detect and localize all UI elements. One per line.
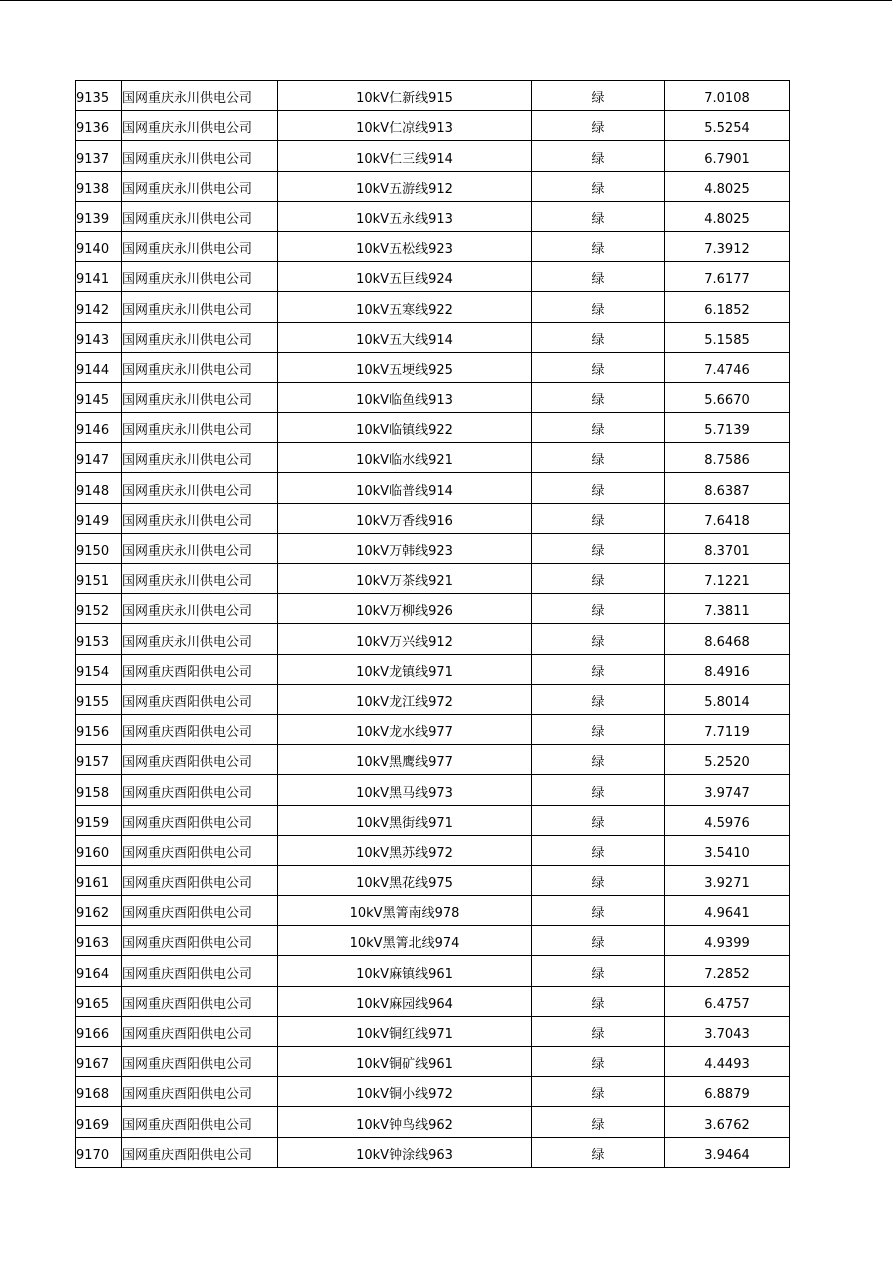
value-cell: 7.4746 — [665, 352, 790, 382]
line-name-cell: 10kV麻镇线961 — [278, 956, 532, 986]
table-row — [76, 564, 790, 594]
value-cell: 3.6762 — [665, 1107, 790, 1137]
table-row — [76, 473, 790, 503]
row-id-cell: 9142 — [76, 292, 122, 322]
line-name-cell: 10kV铜小线972 — [278, 1077, 532, 1107]
level-cell: 绿 — [532, 413, 665, 443]
table-row — [76, 81, 790, 111]
row-id-cell: 9169 — [76, 1107, 122, 1137]
table-row — [76, 533, 790, 563]
level-cell: 绿 — [532, 111, 665, 141]
company-cell: 国网重庆永川供电公司 — [122, 201, 278, 231]
level-cell: 绿 — [532, 1137, 665, 1167]
row-id-cell: 9139 — [76, 201, 122, 231]
row-id-cell: 9170 — [76, 1137, 122, 1167]
company-cell: 国网重庆永川供电公司 — [122, 473, 278, 503]
company-cell: 国网重庆酉阳供电公司 — [122, 775, 278, 805]
line-name-cell: 10kV临水线921 — [278, 443, 532, 473]
row-id-cell: 9152 — [76, 594, 122, 624]
line-name-cell: 10kV万韩线923 — [278, 533, 532, 563]
line-name-cell: 10kV仁三线914 — [278, 141, 532, 171]
table-row — [76, 926, 790, 956]
line-name-cell: 10kV五大线914 — [278, 322, 532, 352]
row-id-cell: 9165 — [76, 986, 122, 1016]
line-name-cell: 10kV黑马线973 — [278, 775, 532, 805]
line-name-cell: 10kV黑箐北线974 — [278, 926, 532, 956]
line-name-cell: 10kV五松线923 — [278, 231, 532, 261]
row-id-cell: 9164 — [76, 956, 122, 986]
company-cell: 国网重庆酉阳供电公司 — [122, 654, 278, 684]
company-cell: 国网重庆酉阳供电公司 — [122, 865, 278, 895]
level-cell: 绿 — [532, 986, 665, 1016]
company-cell: 国网重庆永川供电公司 — [122, 171, 278, 201]
row-id-cell: 9162 — [76, 896, 122, 926]
level-cell: 绿 — [532, 322, 665, 352]
company-cell: 国网重庆酉阳供电公司 — [122, 956, 278, 986]
line-name-cell: 10kV五寒线922 — [278, 292, 532, 322]
row-id-cell: 9158 — [76, 775, 122, 805]
row-id-cell: 9141 — [76, 262, 122, 292]
company-cell: 国网重庆永川供电公司 — [122, 564, 278, 594]
line-name-cell: 10kV钟鸟线962 — [278, 1107, 532, 1137]
value-cell: 6.7901 — [665, 141, 790, 171]
row-id-cell: 9153 — [76, 624, 122, 654]
value-cell: 5.5254 — [665, 111, 790, 141]
table-row — [76, 111, 790, 141]
line-name-cell: 10kV仁新线915 — [278, 81, 532, 111]
level-cell: 绿 — [532, 805, 665, 835]
company-cell: 国网重庆永川供电公司 — [122, 503, 278, 533]
line-name-cell: 10kV铜红线971 — [278, 1016, 532, 1046]
company-cell: 国网重庆永川供电公司 — [122, 624, 278, 654]
table-row — [76, 624, 790, 654]
table-row — [76, 322, 790, 352]
level-cell: 绿 — [532, 1047, 665, 1077]
table-row — [76, 594, 790, 624]
line-name-cell: 10kV钟涂线963 — [278, 1137, 532, 1167]
value-cell: 8.7586 — [665, 443, 790, 473]
value-cell: 4.5976 — [665, 805, 790, 835]
value-cell: 5.2520 — [665, 745, 790, 775]
line-name-cell: 10kV仁凉线913 — [278, 111, 532, 141]
level-cell: 绿 — [532, 594, 665, 624]
row-id-cell: 9155 — [76, 684, 122, 714]
row-id-cell: 9147 — [76, 443, 122, 473]
row-id-cell: 9149 — [76, 503, 122, 533]
line-name-cell: 10kV五游线912 — [278, 171, 532, 201]
level-cell: 绿 — [532, 533, 665, 563]
company-cell: 国网重庆永川供电公司 — [122, 322, 278, 352]
company-cell: 国网重庆酉阳供电公司 — [122, 1016, 278, 1046]
level-cell: 绿 — [532, 473, 665, 503]
company-cell: 国网重庆酉阳供电公司 — [122, 986, 278, 1016]
value-cell: 4.9641 — [665, 896, 790, 926]
value-cell: 7.6418 — [665, 503, 790, 533]
table-row — [76, 835, 790, 865]
row-id-cell: 9146 — [76, 413, 122, 443]
value-cell: 8.3701 — [665, 533, 790, 563]
table-row — [76, 805, 790, 835]
table-row — [76, 352, 790, 382]
line-name-cell: 10kV万茶线921 — [278, 564, 532, 594]
table-row — [76, 201, 790, 231]
company-cell: 国网重庆酉阳供电公司 — [122, 1107, 278, 1137]
row-id-cell: 9166 — [76, 1016, 122, 1046]
row-id-cell: 9168 — [76, 1077, 122, 1107]
table-row — [76, 775, 790, 805]
table-row — [76, 684, 790, 714]
line-name-cell: 10kV龙江线972 — [278, 684, 532, 714]
row-id-cell: 9163 — [76, 926, 122, 956]
line-name-cell: 10kV黑花线975 — [278, 865, 532, 895]
row-id-cell: 9154 — [76, 654, 122, 684]
line-name-cell: 10kV临鱼线913 — [278, 382, 532, 412]
data-table — [75, 80, 790, 1168]
company-cell: 国网重庆酉阳供电公司 — [122, 745, 278, 775]
row-id-cell: 9148 — [76, 473, 122, 503]
value-cell: 5.8014 — [665, 684, 790, 714]
level-cell: 绿 — [532, 714, 665, 744]
company-cell: 国网重庆酉阳供电公司 — [122, 684, 278, 714]
line-name-cell: 10kV临镇线922 — [278, 413, 532, 443]
table-row — [76, 1047, 790, 1077]
value-cell: 8.6387 — [665, 473, 790, 503]
table-row — [76, 956, 790, 986]
company-cell: 国网重庆永川供电公司 — [122, 262, 278, 292]
line-name-cell: 10kV临普线914 — [278, 473, 532, 503]
value-cell: 6.8879 — [665, 1077, 790, 1107]
value-cell: 7.1221 — [665, 564, 790, 594]
line-name-cell: 10kV黑箐南线978 — [278, 896, 532, 926]
company-cell: 国网重庆酉阳供电公司 — [122, 805, 278, 835]
row-id-cell: 9160 — [76, 835, 122, 865]
table-row — [76, 292, 790, 322]
value-cell: 3.7043 — [665, 1016, 790, 1046]
line-name-cell: 10kV五永线913 — [278, 201, 532, 231]
value-cell: 4.4493 — [665, 1047, 790, 1077]
level-cell: 绿 — [532, 201, 665, 231]
value-cell: 4.8025 — [665, 201, 790, 231]
value-cell: 7.3912 — [665, 231, 790, 261]
company-cell: 国网重庆永川供电公司 — [122, 141, 278, 171]
level-cell: 绿 — [532, 503, 665, 533]
level-cell: 绿 — [532, 624, 665, 654]
value-cell: 7.6177 — [665, 262, 790, 292]
level-cell: 绿 — [532, 654, 665, 684]
row-id-cell: 9159 — [76, 805, 122, 835]
line-name-cell: 10kV龙镇线971 — [278, 654, 532, 684]
line-name-cell: 10kV铜矿线961 — [278, 1047, 532, 1077]
value-cell: 5.7139 — [665, 413, 790, 443]
company-cell: 国网重庆酉阳供电公司 — [122, 926, 278, 956]
level-cell: 绿 — [532, 684, 665, 714]
line-name-cell: 10kV黑街线971 — [278, 805, 532, 835]
level-cell: 绿 — [532, 443, 665, 473]
line-name-cell: 10kV万兴线912 — [278, 624, 532, 654]
company-cell: 国网重庆永川供电公司 — [122, 352, 278, 382]
line-name-cell: 10kV五埂线925 — [278, 352, 532, 382]
table-row — [76, 231, 790, 261]
line-name-cell: 10kV万香线916 — [278, 503, 532, 533]
level-cell: 绿 — [532, 141, 665, 171]
row-id-cell: 9157 — [76, 745, 122, 775]
row-id-cell: 9138 — [76, 171, 122, 201]
table-row — [76, 503, 790, 533]
company-cell: 国网重庆酉阳供电公司 — [122, 835, 278, 865]
company-cell: 国网重庆酉阳供电公司 — [122, 1077, 278, 1107]
row-id-cell: 9136 — [76, 111, 122, 141]
table-row — [76, 896, 790, 926]
value-cell: 8.4916 — [665, 654, 790, 684]
level-cell: 绿 — [532, 926, 665, 956]
company-cell: 国网重庆酉阳供电公司 — [122, 1047, 278, 1077]
table-row — [76, 654, 790, 684]
value-cell: 3.9464 — [665, 1137, 790, 1167]
company-cell: 国网重庆永川供电公司 — [122, 111, 278, 141]
line-name-cell: 10kV麻园线964 — [278, 986, 532, 1016]
value-cell: 6.4757 — [665, 986, 790, 1016]
level-cell: 绿 — [532, 352, 665, 382]
row-id-cell: 9167 — [76, 1047, 122, 1077]
level-cell: 绿 — [532, 564, 665, 594]
level-cell: 绿 — [532, 382, 665, 412]
row-id-cell: 9144 — [76, 352, 122, 382]
table-row — [76, 413, 790, 443]
row-id-cell: 9143 — [76, 322, 122, 352]
value-cell: 6.1852 — [665, 292, 790, 322]
level-cell: 绿 — [532, 292, 665, 322]
value-cell: 7.3811 — [665, 594, 790, 624]
level-cell: 绿 — [532, 865, 665, 895]
table-row — [76, 443, 790, 473]
level-cell: 绿 — [532, 1077, 665, 1107]
row-id-cell: 9150 — [76, 533, 122, 563]
row-id-cell: 9161 — [76, 865, 122, 895]
table-row — [76, 141, 790, 171]
value-cell: 5.6670 — [665, 382, 790, 412]
line-name-cell: 10kV万柳线926 — [278, 594, 532, 624]
level-cell: 绿 — [532, 775, 665, 805]
level-cell: 绿 — [532, 231, 665, 261]
table-row — [76, 1016, 790, 1046]
level-cell: 绿 — [532, 1016, 665, 1046]
company-cell: 国网重庆永川供电公司 — [122, 533, 278, 563]
line-name-cell: 10kV黑苏线972 — [278, 835, 532, 865]
company-cell: 国网重庆永川供电公司 — [122, 413, 278, 443]
row-id-cell: 9137 — [76, 141, 122, 171]
value-cell: 7.2852 — [665, 956, 790, 986]
table-row — [76, 714, 790, 744]
level-cell: 绿 — [532, 956, 665, 986]
table-row — [76, 1077, 790, 1107]
company-cell: 国网重庆酉阳供电公司 — [122, 714, 278, 744]
line-name-cell: 10kV五巨线924 — [278, 262, 532, 292]
level-cell: 绿 — [532, 262, 665, 292]
table-row — [76, 986, 790, 1016]
row-id-cell: 9156 — [76, 714, 122, 744]
table-row — [76, 171, 790, 201]
row-id-cell: 9151 — [76, 564, 122, 594]
row-id-cell: 9145 — [76, 382, 122, 412]
value-cell: 5.1585 — [665, 322, 790, 352]
row-id-cell: 9140 — [76, 231, 122, 261]
value-cell: 8.6468 — [665, 624, 790, 654]
table-row — [76, 382, 790, 412]
value-cell: 3.9271 — [665, 865, 790, 895]
value-cell: 7.0108 — [665, 81, 790, 111]
level-cell: 绿 — [532, 835, 665, 865]
level-cell: 绿 — [532, 896, 665, 926]
row-id-cell: 9135 — [76, 81, 122, 111]
company-cell: 国网重庆酉阳供电公司 — [122, 1137, 278, 1167]
table-row — [76, 745, 790, 775]
company-cell: 国网重庆永川供电公司 — [122, 382, 278, 412]
company-cell: 国网重庆永川供电公司 — [122, 81, 278, 111]
company-cell: 国网重庆永川供电公司 — [122, 443, 278, 473]
top-rule — [0, 0, 892, 1]
table-row — [76, 1107, 790, 1137]
company-cell: 国网重庆永川供电公司 — [122, 594, 278, 624]
level-cell: 绿 — [532, 171, 665, 201]
value-cell: 4.8025 — [665, 171, 790, 201]
value-cell: 3.5410 — [665, 835, 790, 865]
line-name-cell: 10kV龙水线977 — [278, 714, 532, 744]
company-cell: 国网重庆酉阳供电公司 — [122, 896, 278, 926]
company-cell: 国网重庆永川供电公司 — [122, 292, 278, 322]
level-cell: 绿 — [532, 745, 665, 775]
table-row — [76, 865, 790, 895]
table-body — [76, 81, 790, 1168]
table-row — [76, 262, 790, 292]
value-cell: 3.9747 — [665, 775, 790, 805]
value-cell: 4.9399 — [665, 926, 790, 956]
value-cell: 7.7119 — [665, 714, 790, 744]
level-cell: 绿 — [532, 1107, 665, 1137]
line-name-cell: 10kV黑鹰线977 — [278, 745, 532, 775]
company-cell: 国网重庆永川供电公司 — [122, 231, 278, 261]
level-cell: 绿 — [532, 81, 665, 111]
table-row — [76, 1137, 790, 1167]
